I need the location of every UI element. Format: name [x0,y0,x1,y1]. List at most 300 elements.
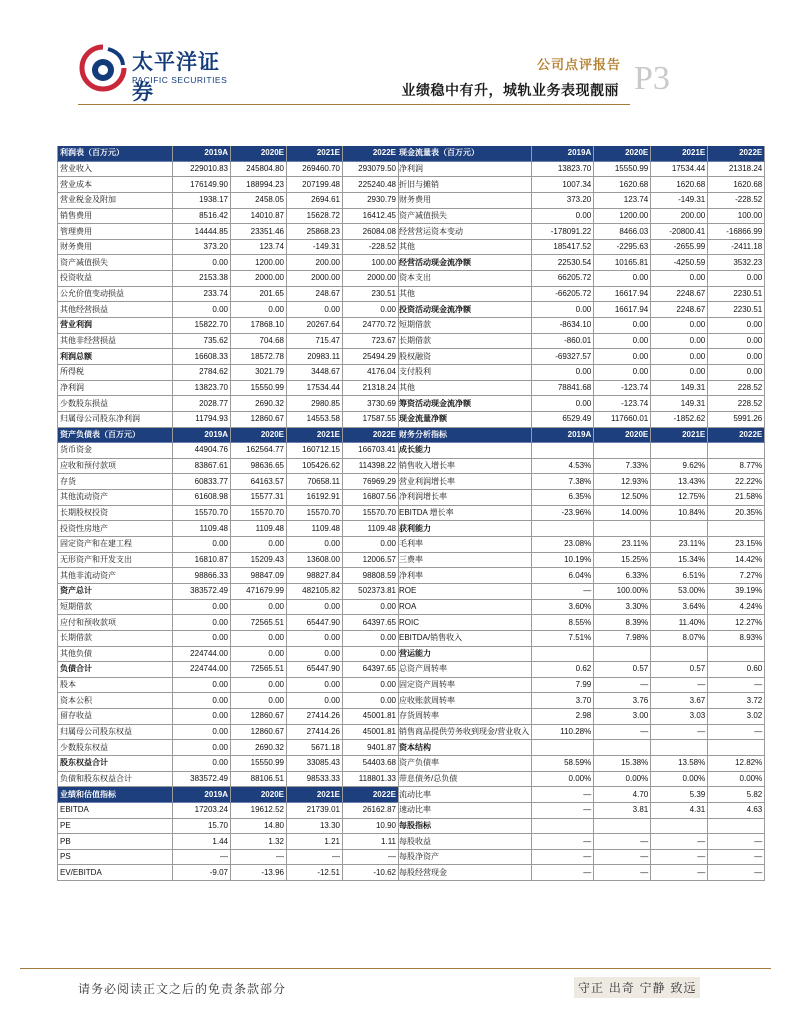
cell-value: 471679.99 [231,583,287,599]
table-row [397,724,765,740]
cell-value: 16807.56 [343,490,399,506]
cell-value: 8.07% [651,630,708,646]
cell-value [532,443,594,459]
cell-value: 15577.31 [231,490,287,506]
row-label: 存货周转率 [397,709,532,725]
row-label: 净利润 [397,161,532,177]
table-row [58,411,399,427]
right-financial-table [397,146,765,881]
row-label: 公允价值变动损益 [58,286,173,302]
row-label: 毛利率 [397,537,532,553]
pacific-logo-icon [78,43,128,93]
table-row [58,771,399,787]
cell-value: 11.40% [651,615,708,631]
cell-value: 15.34% [651,552,708,568]
cell-value: 176149.90 [173,177,231,193]
cell-value: 2230.51 [708,302,765,318]
cell-value: 14010.87 [231,208,287,224]
cell-value: 21.58% [708,490,765,506]
cell-value: 0.00 [651,333,708,349]
cell-value: 0.00 [173,255,231,271]
cell-value: 21318.24 [343,380,399,396]
cell-value: -2655.99 [651,239,708,255]
cell-value: 2690.32 [231,396,287,412]
left-financial-table [57,146,399,881]
cell-value: 1007.34 [532,177,594,193]
disclaimer-text: 请务必阅读正文之后的免责条款部分 [78,982,287,996]
cell-value: 0.00 [532,396,594,412]
table-row [58,458,399,474]
table-row [397,255,765,271]
table-row [397,740,765,756]
cell-value: 225240.48 [343,177,399,193]
row-label: 其他流动资产 [58,490,173,506]
cell-value: -149.31 [287,239,343,255]
table-row [58,693,399,709]
row-label: 净利润 [58,380,173,396]
cell-value: 4.53% [532,458,594,474]
cell-value [651,818,708,834]
row-label: 应收账款周转率 [397,693,532,709]
cell-value: 0.00 [651,364,708,380]
row-label: 短期借款 [397,318,532,334]
cell-value: 18572.78 [231,349,287,365]
row-label: 管理费用 [58,224,173,240]
cell-value: 3021.79 [231,364,287,380]
cell-value: 230.51 [343,286,399,302]
row-label: 营业利润增长率 [397,474,532,490]
cell-value: 0.00 [651,318,708,334]
cell-value: 2153.38 [173,271,231,287]
cell-value: 12006.57 [343,552,399,568]
cell-value: 2458.05 [231,192,287,208]
cell-value: 65447.90 [287,615,343,631]
cell-value: 3.81 [594,802,651,818]
row-label: 净利率 [397,568,532,584]
cell-value: — [651,724,708,740]
cell-value: -12.51 [287,865,343,881]
cell-value: 207199.48 [287,177,343,193]
cell-value: 0.57 [594,662,651,678]
table-row [397,192,765,208]
cell-value: 13823.70 [173,380,231,396]
cell-value: 15570.70 [287,505,343,521]
cell-value: 0.00 [532,208,594,224]
cell-value: 13823.70 [532,161,594,177]
cell-value: 83867.61 [173,458,231,474]
cell-value: 100.00 [708,208,765,224]
cell-value: 4.31 [651,802,708,818]
cell-value: 26162.87 [343,802,399,818]
cell-value: 70658.11 [287,474,343,490]
cell-value: 14.80 [231,818,287,834]
cell-value: 3.00 [594,709,651,725]
cell-value: 1109.48 [343,521,399,537]
cell-value: 2000.00 [231,271,287,287]
cell-value: — [532,834,594,850]
table-row [397,443,765,459]
cell-value: 27414.26 [287,724,343,740]
cell-value: 13.58% [651,755,708,771]
cell-value: 15822.70 [173,318,231,334]
cell-value: 2021E [287,146,343,161]
cell-value: -69327.57 [532,349,594,365]
table-row [397,474,765,490]
cell-value: 188994.23 [231,177,287,193]
cell-value: 185417.52 [532,239,594,255]
row-label: 股本 [58,677,173,693]
cell-value: 20983.11 [287,349,343,365]
cell-value [532,646,594,662]
cell-value: — [708,677,765,693]
cell-value: 15628.72 [287,208,343,224]
cell-value: 5.82 [708,787,765,803]
cell-value: 0.00 [231,537,287,553]
cell-value: — [343,849,399,865]
cell-value: 2930.79 [343,192,399,208]
cell-value [708,646,765,662]
cell-value: 100.00% [594,583,651,599]
cell-value: 245804.80 [231,161,287,177]
cell-value: 2021E [651,427,708,443]
cell-value: 100.00 [343,255,399,271]
cell-value: 0.00 [594,333,651,349]
table-row [397,818,765,834]
cell-value: 2000.00 [343,271,399,287]
cell-value: — [594,724,651,740]
cell-value: 2021E [287,787,343,803]
row-label: EBITDA 增长率 [397,505,532,521]
cell-value: 14553.58 [287,411,343,427]
cell-value: 0.00% [594,771,651,787]
table-row [397,521,765,537]
table-row [397,411,765,427]
cell-value: 0.00 [594,271,651,287]
row-label: 速动比率 [397,802,532,818]
cell-value: 0.00 [594,349,651,365]
table-row [58,490,399,506]
cell-value: 16810.87 [173,552,231,568]
cell-value [532,818,594,834]
table-row [397,380,765,396]
cell-value: 45001.81 [343,709,399,725]
cell-value: 2021E [287,427,343,443]
cell-value: 20267.64 [287,318,343,334]
cell-value [651,443,708,459]
cell-value: 482105.82 [287,583,343,599]
cell-value: 0.00 [231,677,287,693]
cell-value: 13.43% [651,474,708,490]
cell-value: -228.52 [708,192,765,208]
cell-value: 3.64% [651,599,708,615]
cell-value: 3.30% [594,599,651,615]
cell-value: 1.44 [173,834,231,850]
cell-value: 1938.17 [173,192,231,208]
table-row [58,161,399,177]
row-label: 存货 [58,474,173,490]
cell-value: 6529.49 [532,411,594,427]
cell-value: 9.62% [651,458,708,474]
cell-value: 10.19% [532,552,594,568]
cell-value: 10.90 [343,818,399,834]
cell-value: 19612.52 [231,802,287,818]
table-row [397,709,765,725]
cell-value: 17203.24 [173,802,231,818]
cell-value: 3.67 [651,693,708,709]
cell-value: -9.07 [173,865,231,881]
cell-value: 98827.84 [287,568,343,584]
cell-value: 2248.67 [651,302,708,318]
cell-value: 502373.81 [343,583,399,599]
cell-value: 228.52 [708,380,765,396]
row-label: 折旧与摊销 [397,177,532,193]
table-row [397,271,765,287]
row-label: 业绩和估值指标 [58,787,173,803]
cell-value: — [651,865,708,881]
cell-value: 1109.48 [231,521,287,537]
cell-value [708,443,765,459]
row-label: 筹资活动现金流净额 [397,396,532,412]
cell-value: — [708,834,765,850]
cell-value: 0.62 [532,662,594,678]
cell-value: 0.00 [173,599,231,615]
cell-value: 0.00 [173,709,231,725]
cell-value [594,740,651,756]
cell-value: -123.74 [594,380,651,396]
cell-value: 2980.85 [287,396,343,412]
cell-value: 0.00 [173,537,231,553]
cell-value: 160712.15 [287,443,343,459]
table-row [58,755,399,771]
row-label: 营业利润 [58,318,173,334]
table-row [58,709,399,725]
cell-value: 0.60 [708,662,765,678]
cell-value: 0.00 [231,646,287,662]
cell-value [532,521,594,537]
cell-value: 383572.49 [173,583,231,599]
cell-value: 9401.87 [343,740,399,756]
cell-value: 2.98 [532,709,594,725]
cell-value: 373.20 [532,192,594,208]
cell-value: -178091.22 [532,224,594,240]
logo-english-name: PACIFIC SECURITIES [132,75,228,85]
cell-value: 2022E [343,787,399,803]
cell-value: 98808.59 [343,568,399,584]
cell-value: 61608.98 [173,490,231,506]
cell-value: 6.51% [651,568,708,584]
cell-value: 8466.03 [594,224,651,240]
table-row [58,662,399,678]
cell-value: 26084.08 [343,224,399,240]
cell-value: 15570.70 [231,505,287,521]
cell-value [651,646,708,662]
cell-value: 21739.01 [287,802,343,818]
cell-value: 22530.54 [532,255,594,271]
row-label: 投资收益 [58,271,173,287]
cell-value: 1200.00 [231,255,287,271]
row-label: 其他经营损益 [58,302,173,318]
cell-value: 58.59% [532,755,594,771]
table-row [397,583,765,599]
cell-value: 15.38% [594,755,651,771]
cell-value: 64163.57 [231,474,287,490]
cell-value: 2019A [532,146,594,161]
row-label: 资产总计 [58,583,173,599]
table-row [58,271,399,287]
cell-value: 0.00 [287,693,343,709]
cell-value: — [708,724,765,740]
table-row [397,834,765,850]
cell-value: — [594,849,651,865]
cell-value: 3730.69 [343,396,399,412]
row-label: 其他 [397,380,532,396]
cell-value: 45001.81 [343,724,399,740]
row-label: EBITDA [58,802,173,818]
cell-value: 7.27% [708,568,765,584]
table-row [58,349,399,365]
cell-value: 25494.29 [343,349,399,365]
cell-value: 229010.83 [173,161,231,177]
cell-value [651,521,708,537]
row-label: 少数股东损益 [58,396,173,412]
table-row [58,318,399,334]
cell-value: 0.00 [173,740,231,756]
table-row [58,208,399,224]
cell-value: 0.00 [343,599,399,615]
cell-value: 8.55% [532,615,594,631]
row-label: 获利能力 [397,521,532,537]
cell-value: 2022E [708,146,765,161]
row-label: 总资产周转率 [397,662,532,678]
cell-value: 12.82% [708,755,765,771]
cell-value: 3.70 [532,693,594,709]
cell-value: 2690.32 [231,740,287,756]
row-label: EV/EBITDA [58,865,173,881]
cell-value: 0.00% [708,771,765,787]
cell-value: 7.99 [532,677,594,693]
cell-value: 2020E [594,146,651,161]
row-label: 货币资金 [58,443,173,459]
table-row [58,302,399,318]
cell-value: 373.20 [173,239,231,255]
cell-value: 2000.00 [287,271,343,287]
row-label: 资产负债表（百万元） [58,427,173,443]
cell-value: — [594,865,651,881]
table-row [58,239,399,255]
row-label: 销售收入增长率 [397,458,532,474]
cell-value: 21318.24 [708,161,765,177]
table-row [397,208,765,224]
cell-value: 7.38% [532,474,594,490]
cell-value: 72565.51 [231,662,287,678]
row-label: 固定资产和在建工程 [58,537,173,553]
table-row [397,771,765,787]
cell-value: 0.00 [231,302,287,318]
cell-value: — [231,849,287,865]
cell-value: 15.25% [594,552,651,568]
row-label: 营运能力 [397,646,532,662]
cell-value: 72565.51 [231,615,287,631]
cell-value: 248.67 [287,286,343,302]
company-motto: 守正 出奇 宁静 致远 [574,977,700,998]
row-label: 归属母公司股东权益 [58,724,173,740]
row-label: 财务费用 [397,192,532,208]
cell-value: 15570.70 [343,505,399,521]
table-row [58,255,399,271]
table-row [397,458,765,474]
table-row [397,302,765,318]
row-label: 净利润增长率 [397,490,532,506]
cell-value: -2411.18 [708,239,765,255]
table-row [58,224,399,240]
cell-value: 224744.00 [173,662,231,678]
cell-value: -16866.99 [708,224,765,240]
cell-value: 5671.18 [287,740,343,756]
table-section-header [58,146,399,161]
cell-value: 8516.42 [173,208,231,224]
cell-value: 16412.45 [343,208,399,224]
table-row [397,693,765,709]
cell-value: 2020E [231,787,287,803]
cell-value: 14.00% [594,505,651,521]
table-row [397,865,765,881]
logo-chinese-name: 太平洋证券 [132,50,220,104]
cell-value: 110.28% [532,724,594,740]
cell-value: 12.93% [594,474,651,490]
cell-value: 715.47 [287,333,343,349]
cell-value: 0.00 [231,630,287,646]
cell-value: 0.00 [343,537,399,553]
cell-value: — [651,849,708,865]
row-label: 长期借款 [58,630,173,646]
cell-value: 44904.76 [173,443,231,459]
table-row [397,490,765,506]
cell-value: 88106.51 [231,771,287,787]
table-row [397,849,765,865]
table-row [58,443,399,459]
cell-value: 0.00 [173,693,231,709]
cell-value: -123.74 [594,396,651,412]
row-label: 财务费用 [58,239,173,255]
row-label: 其他负债 [58,646,173,662]
cell-value [708,818,765,834]
cell-value: 1620.68 [594,177,651,193]
cell-value: 4176.04 [343,364,399,380]
cell-value: 2019A [173,146,231,161]
row-label: 营业收入 [58,161,173,177]
table-row [58,521,399,537]
table-row [397,787,765,803]
cell-value: 13608.00 [287,552,343,568]
cell-value: 53.00% [651,583,708,599]
cell-value: 12860.67 [231,709,287,725]
cell-value: 117660.01 [594,411,651,427]
cell-value: 2021E [651,146,708,161]
cell-value: 2020E [231,427,287,443]
table-row [397,239,765,255]
cell-value: — [532,802,594,818]
cell-value: 23351.46 [231,224,287,240]
row-label: 资产负债率 [397,755,532,771]
cell-value: 0.00 [594,318,651,334]
cell-value [594,443,651,459]
table-row [397,177,765,193]
cell-value: 16608.33 [173,349,231,365]
table-row [58,677,399,693]
cell-value: 3.76 [594,693,651,709]
row-label: 资本公积 [58,693,173,709]
cell-value: 723.67 [343,333,399,349]
